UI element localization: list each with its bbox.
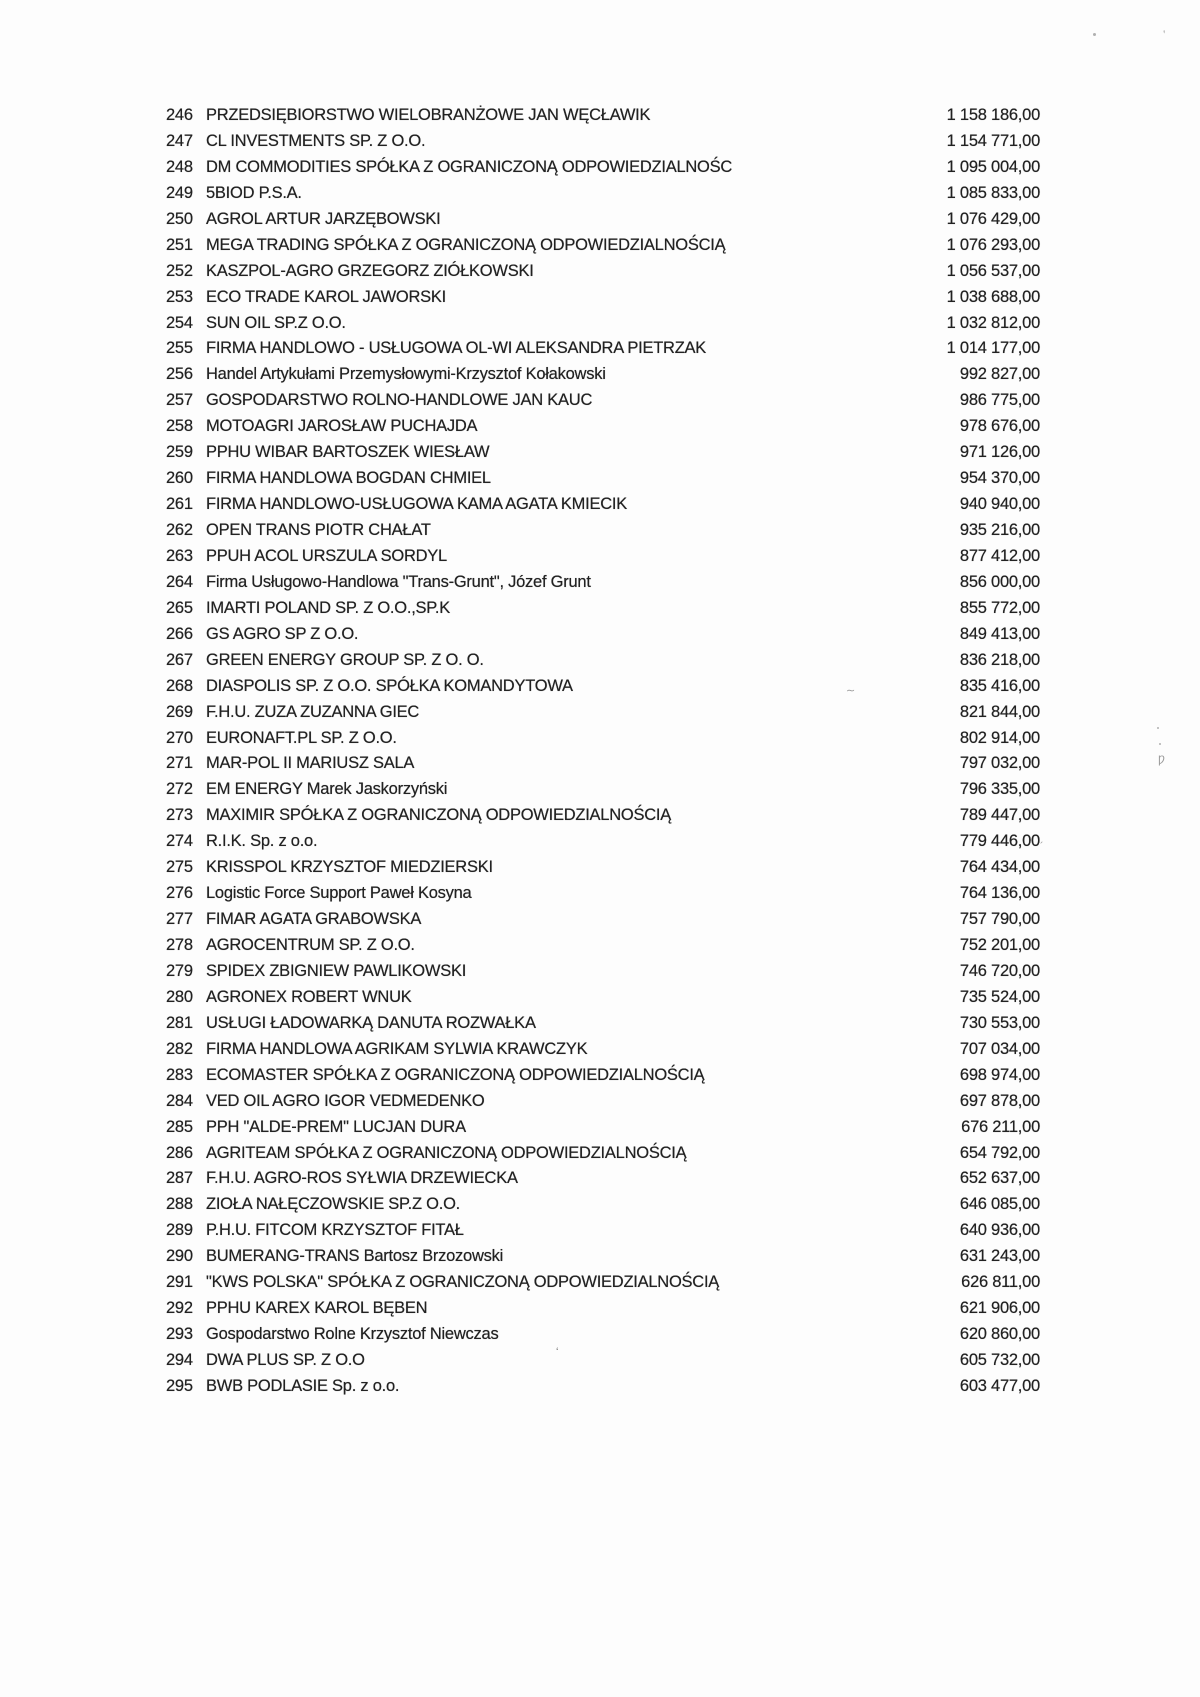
amount-value: 1 076 429,00	[946, 209, 1040, 228]
list-item	[166, 936, 1040, 962]
amount-value: 954 370,00	[959, 469, 1040, 488]
list-item	[166, 754, 1040, 780]
list-item	[166, 547, 1040, 573]
company-name: IMARTI POLAND SP. Z O.O.,SP.K	[206, 598, 450, 617]
amount-value: 971 126,00	[959, 443, 1040, 462]
row-number: 271	[166, 754, 193, 773]
amount-value: 1 032 812,00	[946, 313, 1040, 332]
amount-value: 1 014 177,00	[946, 339, 1040, 358]
list-item	[166, 651, 1040, 677]
list-item	[166, 729, 1040, 755]
row-number: 283	[166, 1065, 193, 1084]
amount-value: 986 775,00	[959, 391, 1040, 410]
row-number: 291	[166, 1273, 193, 1292]
company-name: R.I.K. Sp. z o.o.	[206, 832, 318, 851]
row-number: 295	[166, 1376, 193, 1395]
list-item	[166, 1377, 1040, 1403]
company-name: BUMERANG-TRANS Bartosz Brzozowski	[206, 1247, 504, 1266]
amount-value: 849 413,00	[959, 624, 1040, 643]
company-name: EM ENERGY Marek Jaskorzyński	[206, 780, 448, 799]
company-name: ECO TRADE KAROL JAWORSKI	[206, 287, 447, 306]
list-item	[166, 1247, 1040, 1273]
row-number: 251	[166, 235, 193, 254]
list-item	[166, 521, 1040, 547]
list-item	[166, 210, 1040, 236]
company-name: GS AGRO SP Z O.O.	[206, 624, 359, 643]
scan-artifact: ‛	[1163, 29, 1166, 41]
row-number: 246	[166, 106, 193, 124]
company-name: FIRMA HANDLOWA AGRIKAM SYLWIA KRAWCZYK	[206, 1039, 588, 1058]
company-name: ZIOŁA NAŁĘCZOWSKIE SP.Z O.O.	[206, 1195, 461, 1214]
company-name: EURONAFT.PL SP. Z O.O.	[206, 728, 397, 747]
company-name: F.H.U. AGRO-ROS SYŁWIA DRZEWIECKA	[206, 1169, 518, 1188]
amount-value: 752 201,00	[959, 936, 1040, 954]
amount-value: 707 034,00	[959, 1039, 1040, 1058]
amount-value: 856 000,00	[959, 572, 1040, 591]
company-name: GOSPODARSTWO ROLNO-HANDLOWE JAN KAUC	[206, 391, 593, 410]
list-item	[166, 184, 1040, 210]
row-number: 247	[166, 131, 193, 150]
company-name: PRZEDSIĘBIORSTWO WIELOBRANŻOWE JAN WĘCŁAWIK	[206, 106, 651, 124]
amount-value: 757 790,00	[959, 910, 1040, 929]
list-item	[166, 443, 1040, 469]
company-name: AGRONEX ROBERT WNUK	[206, 987, 412, 1006]
list-item	[166, 1221, 1040, 1247]
amount-value: 652 637,00	[959, 1169, 1040, 1188]
scan-artifact: Ƿ	[1158, 754, 1165, 766]
amount-value: 835 416,00	[959, 676, 1040, 695]
row-number: 262	[166, 521, 193, 539]
company-name: AGRITEAM SPÓŁKA Z OGRANICZONĄ ODPOWIEDZIALNOŚCIĄ	[206, 1143, 687, 1162]
amount-value: 855 772,00	[959, 598, 1040, 617]
amount-value: 620 860,00	[959, 1325, 1040, 1344]
list-item	[166, 288, 1040, 314]
amount-value: 1 158 186,00	[946, 106, 1040, 124]
row-number: 261	[166, 495, 193, 514]
amount-value: 746 720,00	[959, 961, 1040, 980]
list-item	[166, 910, 1040, 936]
row-number: 256	[166, 365, 193, 384]
list-item	[166, 780, 1040, 806]
scan-artifact	[1159, 743, 1161, 745]
company-name: FIMAR AGATA GRABOWSKA	[206, 910, 422, 929]
amount-value: 676 211,00	[961, 1117, 1040, 1136]
row-number: 288	[166, 1195, 193, 1214]
row-number: 292	[166, 1299, 193, 1318]
scan-artifact: ‘	[556, 1346, 559, 1358]
company-name: FIRMA HANDLOWA BOGDAN CHMIEL	[206, 469, 491, 488]
amount-value: 978 676,00	[959, 417, 1040, 436]
list-item	[166, 1066, 1040, 1092]
list-item	[166, 495, 1040, 521]
row-number: 255	[166, 339, 193, 358]
row-number: 253	[166, 287, 193, 306]
amount-value: 789 447,00	[959, 806, 1040, 825]
amount-value: 603 477,00	[959, 1376, 1040, 1395]
company-name: DM COMMODITIES SPÓŁKA Z OGRANICZONĄ ODPOWIEDZIALNOŚC	[206, 157, 733, 176]
list-item	[166, 1118, 1040, 1144]
company-name: DWA PLUS SP. Z O.O	[206, 1351, 365, 1369]
amount-value: 626 811,00	[961, 1273, 1040, 1292]
amount-value: 797 032,00	[959, 754, 1040, 773]
company-name: CL INVESTMENTS SP. Z O.O.	[206, 131, 426, 150]
amount-value: 935 216,00	[959, 521, 1040, 539]
list-item	[166, 1325, 1040, 1351]
amount-value: 605 732,00	[959, 1351, 1040, 1369]
row-number: 290	[166, 1247, 193, 1266]
list-item	[166, 314, 1040, 340]
company-name: USŁUGI ŁADOWARKĄ DANUTA ROZWAŁKA	[206, 1013, 536, 1032]
scan-artifact: ∼	[846, 685, 856, 697]
amount-value: 1 154 771,00	[946, 131, 1040, 150]
company-name: Handel Artykułami Przemysłowymi-Krzysztof Kołakowski	[206, 365, 606, 384]
company-name: 5BIOD P.S.A.	[206, 183, 302, 202]
scan-artifact	[1093, 33, 1096, 36]
company-list	[166, 106, 1040, 1403]
list-item	[166, 417, 1040, 443]
row-number: 276	[166, 884, 193, 903]
company-name: VED OIL AGRO IGOR VEDMEDENKO	[206, 1091, 485, 1110]
row-number: 258	[166, 417, 193, 436]
amount-value: 779 446,00	[959, 832, 1040, 851]
company-name: AGROCENTRUM SP. Z O.O.	[206, 936, 415, 954]
amount-value: 730 553,00	[959, 1013, 1040, 1032]
list-item	[166, 339, 1040, 365]
row-number: 280	[166, 987, 193, 1006]
list-item	[166, 677, 1040, 703]
company-name: FIRMA HANDLOWO - USŁUGOWA OL-WI ALEKSANDRA PIETRZAK	[206, 339, 707, 358]
row-number: 279	[166, 961, 193, 980]
amount-value: 877 412,00	[959, 546, 1040, 565]
row-number: 269	[166, 702, 193, 721]
company-name: Gospodarstwo Rolne Krzysztof Niewczas	[206, 1325, 499, 1344]
row-number: 268	[166, 676, 193, 695]
list-item	[166, 1014, 1040, 1040]
company-name: MEGA TRADING SPÓŁKA Z OGRANICZONĄ ODPOWIEDZIALNOŚCIĄ	[206, 235, 726, 254]
list-item	[166, 365, 1040, 391]
row-number: 281	[166, 1013, 193, 1032]
company-name: AGROL ARTUR JARZĘBOWSKI	[206, 209, 441, 228]
list-item	[166, 132, 1040, 158]
amount-value: 940 940,00	[959, 495, 1040, 514]
row-number: 289	[166, 1221, 193, 1240]
scan-artifact	[1157, 727, 1159, 729]
company-name: FIRMA HANDLOWO-USŁUGOWA KAMA AGATA KMIECIK	[206, 495, 628, 514]
amount-value: 764 136,00	[959, 884, 1040, 903]
row-number: 272	[166, 780, 193, 799]
company-name: PPUH ACOL URSZULA SORDYL	[206, 546, 447, 565]
amount-value: 764 434,00	[959, 858, 1040, 877]
list-item	[166, 1040, 1040, 1066]
row-number: 267	[166, 650, 193, 669]
row-number: 273	[166, 806, 193, 825]
amount-value: 697 878,00	[959, 1091, 1040, 1110]
amount-value: 640 936,00	[959, 1221, 1040, 1240]
list-item	[166, 962, 1040, 988]
row-number: 293	[166, 1325, 193, 1344]
amount-value: 802 914,00	[959, 728, 1040, 747]
company-name: Logistic Force Support Paweł Kosyna	[206, 884, 472, 903]
amount-value: 1 076 293,00	[946, 235, 1040, 254]
list-item	[166, 1092, 1040, 1118]
list-item	[166, 262, 1040, 288]
list-item	[166, 625, 1040, 651]
list-item	[166, 1195, 1040, 1221]
amount-value: 1 038 688,00	[946, 287, 1040, 306]
row-number: 250	[166, 209, 193, 228]
row-number: 254	[166, 313, 193, 332]
row-number: 252	[166, 261, 193, 280]
amount-value: 621 906,00	[959, 1299, 1040, 1318]
row-number: 294	[166, 1351, 193, 1369]
amount-value: 631 243,00	[959, 1247, 1040, 1266]
row-number: 284	[166, 1091, 193, 1110]
company-name: ECOMASTER SPÓŁKA Z OGRANICZONĄ ODPOWIEDZIALNOŚCIĄ	[206, 1065, 705, 1084]
row-number: 270	[166, 728, 193, 747]
amount-value: 836 218,00	[959, 650, 1040, 669]
row-number: 265	[166, 598, 193, 617]
row-number: 286	[166, 1143, 193, 1162]
list-item	[166, 158, 1040, 184]
amount-value: 1 095 004,00	[946, 157, 1040, 176]
row-number: 275	[166, 858, 193, 877]
company-name: MOTOAGRI JAROSŁAW PUCHAJDA	[206, 417, 478, 436]
list-item	[166, 806, 1040, 832]
company-name: PPHU KAREX KAROL BĘBEN	[206, 1299, 428, 1318]
amount-value: 1 056 537,00	[946, 261, 1040, 280]
row-number: 287	[166, 1169, 193, 1188]
company-name: KRISSPOL KRZYSZTOF MIEDZIERSKI	[206, 858, 493, 877]
list-item	[166, 1169, 1040, 1195]
row-number: 274	[166, 832, 193, 851]
row-number: 278	[166, 936, 193, 954]
company-name: PPHU WIBAR BARTOSZEK WIESŁAW	[206, 443, 490, 462]
list-item	[166, 469, 1040, 495]
row-number: 259	[166, 443, 193, 462]
company-name: KASZPOL-AGRO GRZEGORZ ZIÓŁKOWSKI	[206, 261, 534, 280]
company-name: GREEN ENERGY GROUP SP. Z O. O.	[206, 650, 484, 669]
company-name: F.H.U. ZUZA ZUZANNA GIEC	[206, 702, 420, 721]
amount-value: 821 844,00	[959, 702, 1040, 721]
row-number: 248	[166, 157, 193, 176]
row-number: 277	[166, 910, 193, 929]
row-number: 263	[166, 546, 193, 565]
list-item	[166, 1299, 1040, 1325]
company-name: MAR-POL II MARIUSZ SALA	[206, 754, 415, 773]
company-name: BWB PODLASIE Sp. z o.o.	[206, 1376, 400, 1395]
list-item	[166, 1273, 1040, 1299]
amount-value: 735 524,00	[959, 987, 1040, 1006]
company-name: SUN OIL SP.Z O.O.	[206, 313, 346, 332]
amount-value: 796 335,00	[959, 780, 1040, 799]
list-item	[166, 832, 1040, 858]
list-item	[166, 1351, 1040, 1377]
amount-value: 646 085,00	[959, 1195, 1040, 1214]
list-item	[166, 1144, 1040, 1170]
list-item	[166, 988, 1040, 1014]
row-number: 282	[166, 1039, 193, 1058]
list-item	[166, 703, 1040, 729]
company-name: SPIDEX ZBIGNIEW PAWLIKOWSKI	[206, 961, 467, 980]
amount-value: 698 974,00	[959, 1065, 1040, 1084]
company-name: OPEN TRANS PIOTR CHAŁAT	[206, 521, 431, 539]
row-number: 266	[166, 624, 193, 643]
company-name: PPH "ALDE-PREM" LUCJAN DURA	[206, 1117, 466, 1136]
row-number: 285	[166, 1117, 193, 1136]
company-name: P.H.U. FITCOM KRZYSZTOF FITAŁ	[206, 1221, 464, 1240]
amount-value: 992 827,00	[959, 365, 1040, 384]
scan-artifact: ´	[1040, 841, 1044, 853]
company-name: Firma Usługowo-Handlowa "Trans-Grunt", Józef Grunt	[206, 572, 591, 591]
amount-value: 1 085 833,00	[946, 183, 1040, 202]
company-name: DIASPOLIS SP. Z O.O. SPÓŁKA KOMANDYTOWA	[206, 676, 573, 695]
row-number: 264	[166, 572, 193, 591]
amount-value: 654 792,00	[959, 1143, 1040, 1162]
row-number: 260	[166, 469, 193, 488]
row-number: 249	[166, 183, 193, 202]
company-name: "KWS POLSKA" SPÓŁKA Z OGRANICZONĄ ODPOWIEDZIALNOŚCIĄ	[206, 1273, 720, 1292]
list-item	[166, 884, 1040, 910]
company-name: MAXIMIR SPÓŁKA Z OGRANICZONĄ ODPOWIEDZIALNOŚCIĄ	[206, 806, 671, 825]
list-item	[166, 599, 1040, 625]
list-item	[166, 236, 1040, 262]
row-number: 257	[166, 391, 193, 410]
list-item	[166, 573, 1040, 599]
list-item	[166, 391, 1040, 417]
list-item	[166, 106, 1040, 132]
list-item	[166, 858, 1040, 884]
